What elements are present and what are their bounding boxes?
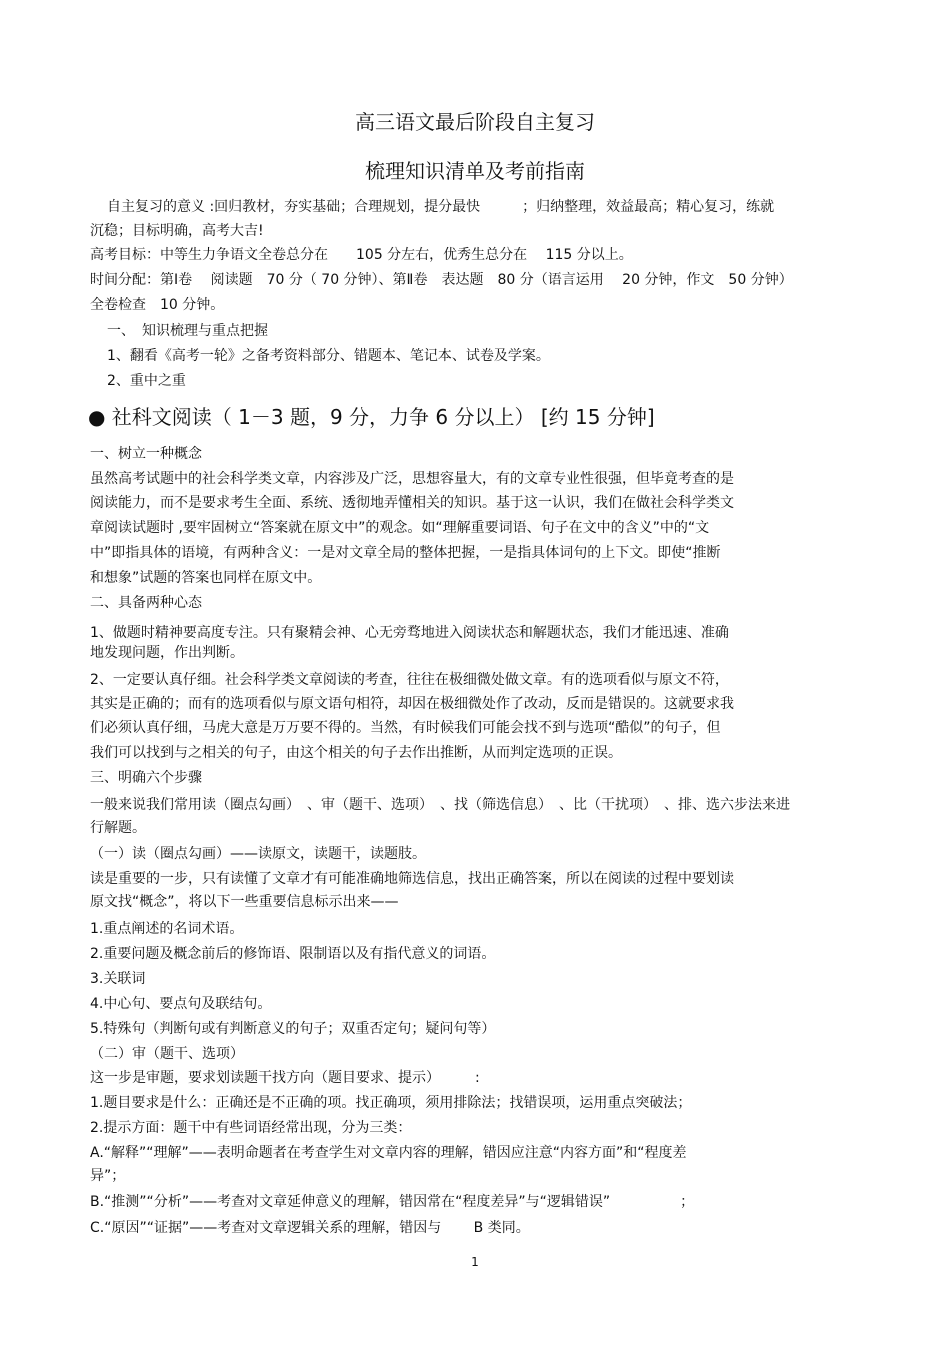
body-line: 5.特殊句（判断句或有判断意义的句子；双重否定句；疑问句等） [90,1021,496,1037]
document-title: 高三语文最后阶段自主复习 [355,110,595,134]
body-line: 其实是正确的；而有的选项看似与原文语句相符，却因在极细微处作了改动，反而是错误的。这就要求我 [90,696,734,712]
body-line: 虽然高考试题中的社会科学类文章，内容涉及广泛，思想容量大，有的文章专业性很强，但毕竟考查的是 [90,471,734,487]
intro-line: 沉稳；目标明确，高考大吉! [90,223,264,239]
body-line: 们必须认真仔细，马虎大意是万万要不得的。当然，有时候我们可能会找不到与选项“酷似”的句子，但 [90,720,721,736]
outline-item: 1、翻看《高考一轮》之备考资料部分、错题本、笔记本、试卷及学案。 [107,348,550,364]
body-line: 中”即指具体的语境，有两种含义：一是对文章全局的整体把握，一是指具体词句的上下文。即使“推断 [90,545,721,561]
body-line: 4.中心句、要点句及联结句。 [90,996,272,1012]
body-line: （一）读（圈点勾画）——读原文，读题干，读题肢。 [90,846,426,862]
body-line: 2.提示方面：题干中有些词语经常出现，分为三类： [90,1120,412,1136]
intro-line: 全卷检查 10 分钟。 [90,297,225,313]
body-line: （二）审（题干、选项） [90,1046,244,1062]
body-line: 原文找“概念”，将以下一些重要信息标示出来—— [90,894,399,910]
outline-item: 一、 知识梳理与重点把握 [107,323,268,339]
body-line: 二、具备两种心态 [90,595,202,611]
body-line: 1、做题时精神要高度专注。只有聚精会神、心无旁骛地进入阅读状态和解题状态，我们才能迅速、准确 [90,625,729,641]
section-heading: ● 社科文阅读（ 1－3 题，9 分，力争 6 分以上） [约 15 分钟] [88,405,655,429]
body-line: 异”； [90,1168,126,1184]
body-line: 1.重点阐述的名词术语。 [90,921,244,937]
body-line: 这一步是审题，要求划读题干找方向（题目要求、提示） : [90,1070,480,1086]
body-line: B.“推测”“分析”——考查对文章延伸意义的理解，错因常在“程度差异”与“逻辑错误” ； [90,1194,695,1210]
intro-line: 自主复习的意义 :回归教材，夯实基础；合理规划，提分最快 ；归纳整理，效益最高；精心复习，练就 [107,199,775,215]
body-line: 一、树立一种概念 [90,446,202,462]
body-line: 章阅读试题时 ,要牢固树立“答案就在原文中”的观念。如“理解重要词语、句子在文中的含义”中的“文 [90,520,710,536]
body-line: C.“原因”“证据”——考查对文章逻辑关系的理解，错因与 B 类同。 [90,1220,530,1236]
body-line: 2、一定要认真仔细。社会科学类文章阅读的考查，往往在极细微处做文章。有的选项看似与原文不符， [90,672,729,688]
intro-line: 高考目标：中等生力争语文全卷总分在 105 分左右，优秀生总分在 115 分以上。 [90,247,633,263]
document-subtitle: 梳理知识清单及考前指南 [365,159,585,183]
body-line: 读是重要的一步，只有读懂了文章才有可能准确地筛选信息，找出正确答案，所以在阅读的过程中要划读 [90,871,734,887]
body-line: 2.重要问题及概念前后的修饰语、限制语以及有指代意义的词语。 [90,946,496,962]
body-line: 和想象”试题的答案也同样在原文中。 [90,570,322,586]
outline-item: 2、重中之重 [107,373,186,389]
body-line: 我们可以找到与之相关的句子，由这个相关的句子去作出推断，从而判定选项的正误。 [90,745,622,761]
body-line: 3.关联词 [90,971,146,987]
intro-line: 时间分配：第Ⅰ卷 阅读题 70 分（ 70 分钟）、第Ⅱ卷 表达题 80 分（语言运用 20 分钟，作文 50 分钟） [90,272,793,288]
body-line: A.“解释”“理解”——表明命题者在考查学生对文章内容的理解，错因应注意“内容方面”和“程度差 [90,1145,687,1161]
body-line: 一般来说我们常用读（圈点勾画） 、审（题干、选项） 、找（筛选信息） 、比（干扰项） 、排、选六步法来进 [90,797,790,813]
body-line: 阅读能力，而不是要求考生全面、系统、透彻地弄懂相关的知识。基于这一认识，我们在做社会科学类文 [90,495,734,511]
body-line: 三、明确六个步骤 [90,770,202,786]
body-line: 地发现问题，作出判断。 [90,645,244,661]
page-number: 1 [471,1255,479,1269]
body-line: 1.题目要求是什么：正确还是不正确的项。找正确项，须用排除法；找错误项，运用重点突破法； [90,1095,692,1111]
body-line: 行解题。 [90,820,146,836]
